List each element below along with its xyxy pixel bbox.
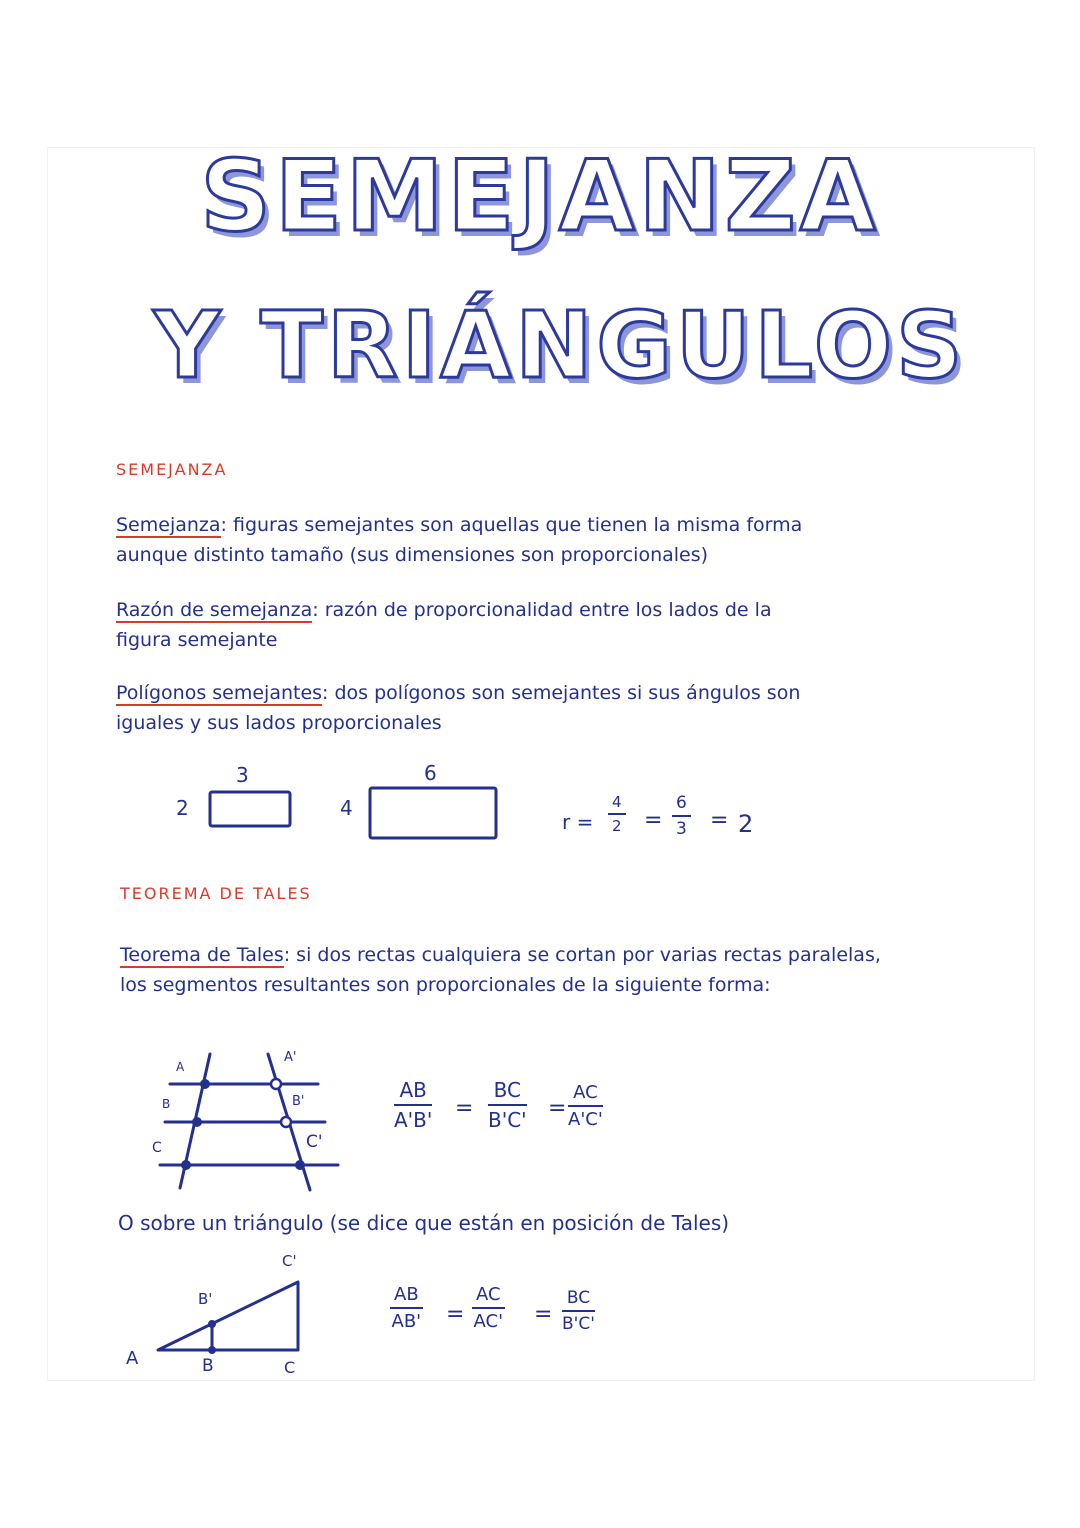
tri-fraction-3-num: BC bbox=[562, 1288, 595, 1312]
tales-fraction-1-num: AB bbox=[394, 1078, 432, 1106]
tri-label-B1: B' bbox=[198, 1290, 213, 1308]
section-heading-tales: TEOREMA DE TALES bbox=[120, 884, 312, 903]
definition-semejanza-text-1: : figuras semejantes son aquellas que tienen la misma forma bbox=[220, 514, 803, 536]
tales-fraction-2-num: BC bbox=[488, 1078, 527, 1106]
tales-label-A1: A' bbox=[284, 1050, 297, 1065]
tri-point-B bbox=[208, 1346, 216, 1354]
term-razon: Razón de semejanza bbox=[116, 599, 313, 621]
ratio-fraction-2-num: 6 bbox=[672, 793, 691, 817]
definition-tales-text-1: : si dos rectas cualquiera se cortan por varias rectas paralelas, bbox=[283, 944, 881, 966]
ratio-label: r = bbox=[562, 810, 594, 834]
tri-point-B1 bbox=[208, 1320, 216, 1328]
tales-fraction-3-den: A'C' bbox=[568, 1105, 603, 1130]
tales-fraction-2-den: B'C' bbox=[488, 1108, 527, 1132]
definition-poligonos-text-2: iguales y sus lados proporcionales bbox=[116, 712, 442, 734]
tri-label-C1: C' bbox=[282, 1252, 297, 1270]
tales-label-C1: C' bbox=[306, 1132, 323, 1152]
big-triangle bbox=[158, 1282, 298, 1350]
term-semejanza: Semejanza bbox=[116, 514, 221, 536]
ratio-equals-2: = bbox=[710, 808, 729, 833]
tri-fraction-1 bbox=[390, 1284, 423, 1332]
tales-label-C: C bbox=[152, 1140, 162, 1156]
tales-label-B: B bbox=[162, 1097, 171, 1111]
tri-equals-2: = bbox=[534, 1302, 553, 1327]
triangulo-sentence: O sobre un triángulo (se dice que están en posición de Tales) bbox=[118, 1211, 730, 1235]
ratio-result: 2 bbox=[738, 810, 754, 838]
large-rect-width-label: 6 bbox=[424, 761, 437, 785]
tri-label-A: A bbox=[126, 1348, 139, 1369]
tri-fraction-3 bbox=[562, 1288, 595, 1334]
tales-label-A: A bbox=[176, 1060, 185, 1074]
tri-fraction-2-den: AC' bbox=[473, 1311, 504, 1332]
tales-label-B1: B' bbox=[292, 1094, 305, 1109]
page-title-line1: SEMEJANZA bbox=[200, 140, 880, 254]
definition-razon-text-2: figura semejante bbox=[116, 629, 278, 651]
tales-fraction-3-num: AC bbox=[573, 1082, 598, 1103]
tri-fraction-3-den: B'C' bbox=[562, 1314, 595, 1334]
tri-fraction-1-den: AB' bbox=[391, 1311, 422, 1332]
large-rect-height-label: 4 bbox=[340, 796, 353, 820]
tales-equals-2: = bbox=[548, 1096, 567, 1121]
small-rect-width-label: 3 bbox=[236, 763, 249, 787]
tri-fraction-2 bbox=[472, 1284, 505, 1332]
ratio-fraction-1-den: 2 bbox=[612, 817, 622, 835]
section-heading-semejanza: SEMEJANZA bbox=[116, 460, 228, 479]
term-tales: Teorema de Tales bbox=[120, 944, 284, 966]
ratio-fraction-1-num: 4 bbox=[608, 793, 626, 815]
tri-equals-1: = bbox=[446, 1302, 465, 1327]
definition-razon-text-1: : razón de proporcionalidad entre los lados de la bbox=[312, 599, 772, 621]
page-title-line2: Y TRIÁNGULOS bbox=[153, 292, 967, 399]
tri-fraction-1-num: AB bbox=[390, 1284, 423, 1309]
tales-equals-1: = bbox=[455, 1096, 474, 1121]
ratio-fraction-2-den: 3 bbox=[676, 819, 687, 839]
ratio-equals-1: = bbox=[644, 808, 663, 833]
tri-fraction-2-num: AC bbox=[472, 1284, 505, 1309]
small-rect-height-label: 2 bbox=[176, 796, 189, 820]
definition-tales-text-2: los segmentos resultantes son proporcionales de la siguiente forma: bbox=[120, 974, 771, 996]
tales-fraction-1-den: A'B' bbox=[394, 1108, 433, 1132]
definition-poligonos-text-1: : dos polígonos son semejantes si sus ángulos son bbox=[322, 682, 801, 704]
definition-semejanza-text-2: aunque distinto tamaño (sus dimensiones son proporcionales) bbox=[116, 544, 709, 566]
tri-label-B: B bbox=[202, 1356, 214, 1376]
term-poligonos: Polígonos semejantes bbox=[116, 682, 323, 704]
tri-label-C: C bbox=[284, 1358, 296, 1377]
